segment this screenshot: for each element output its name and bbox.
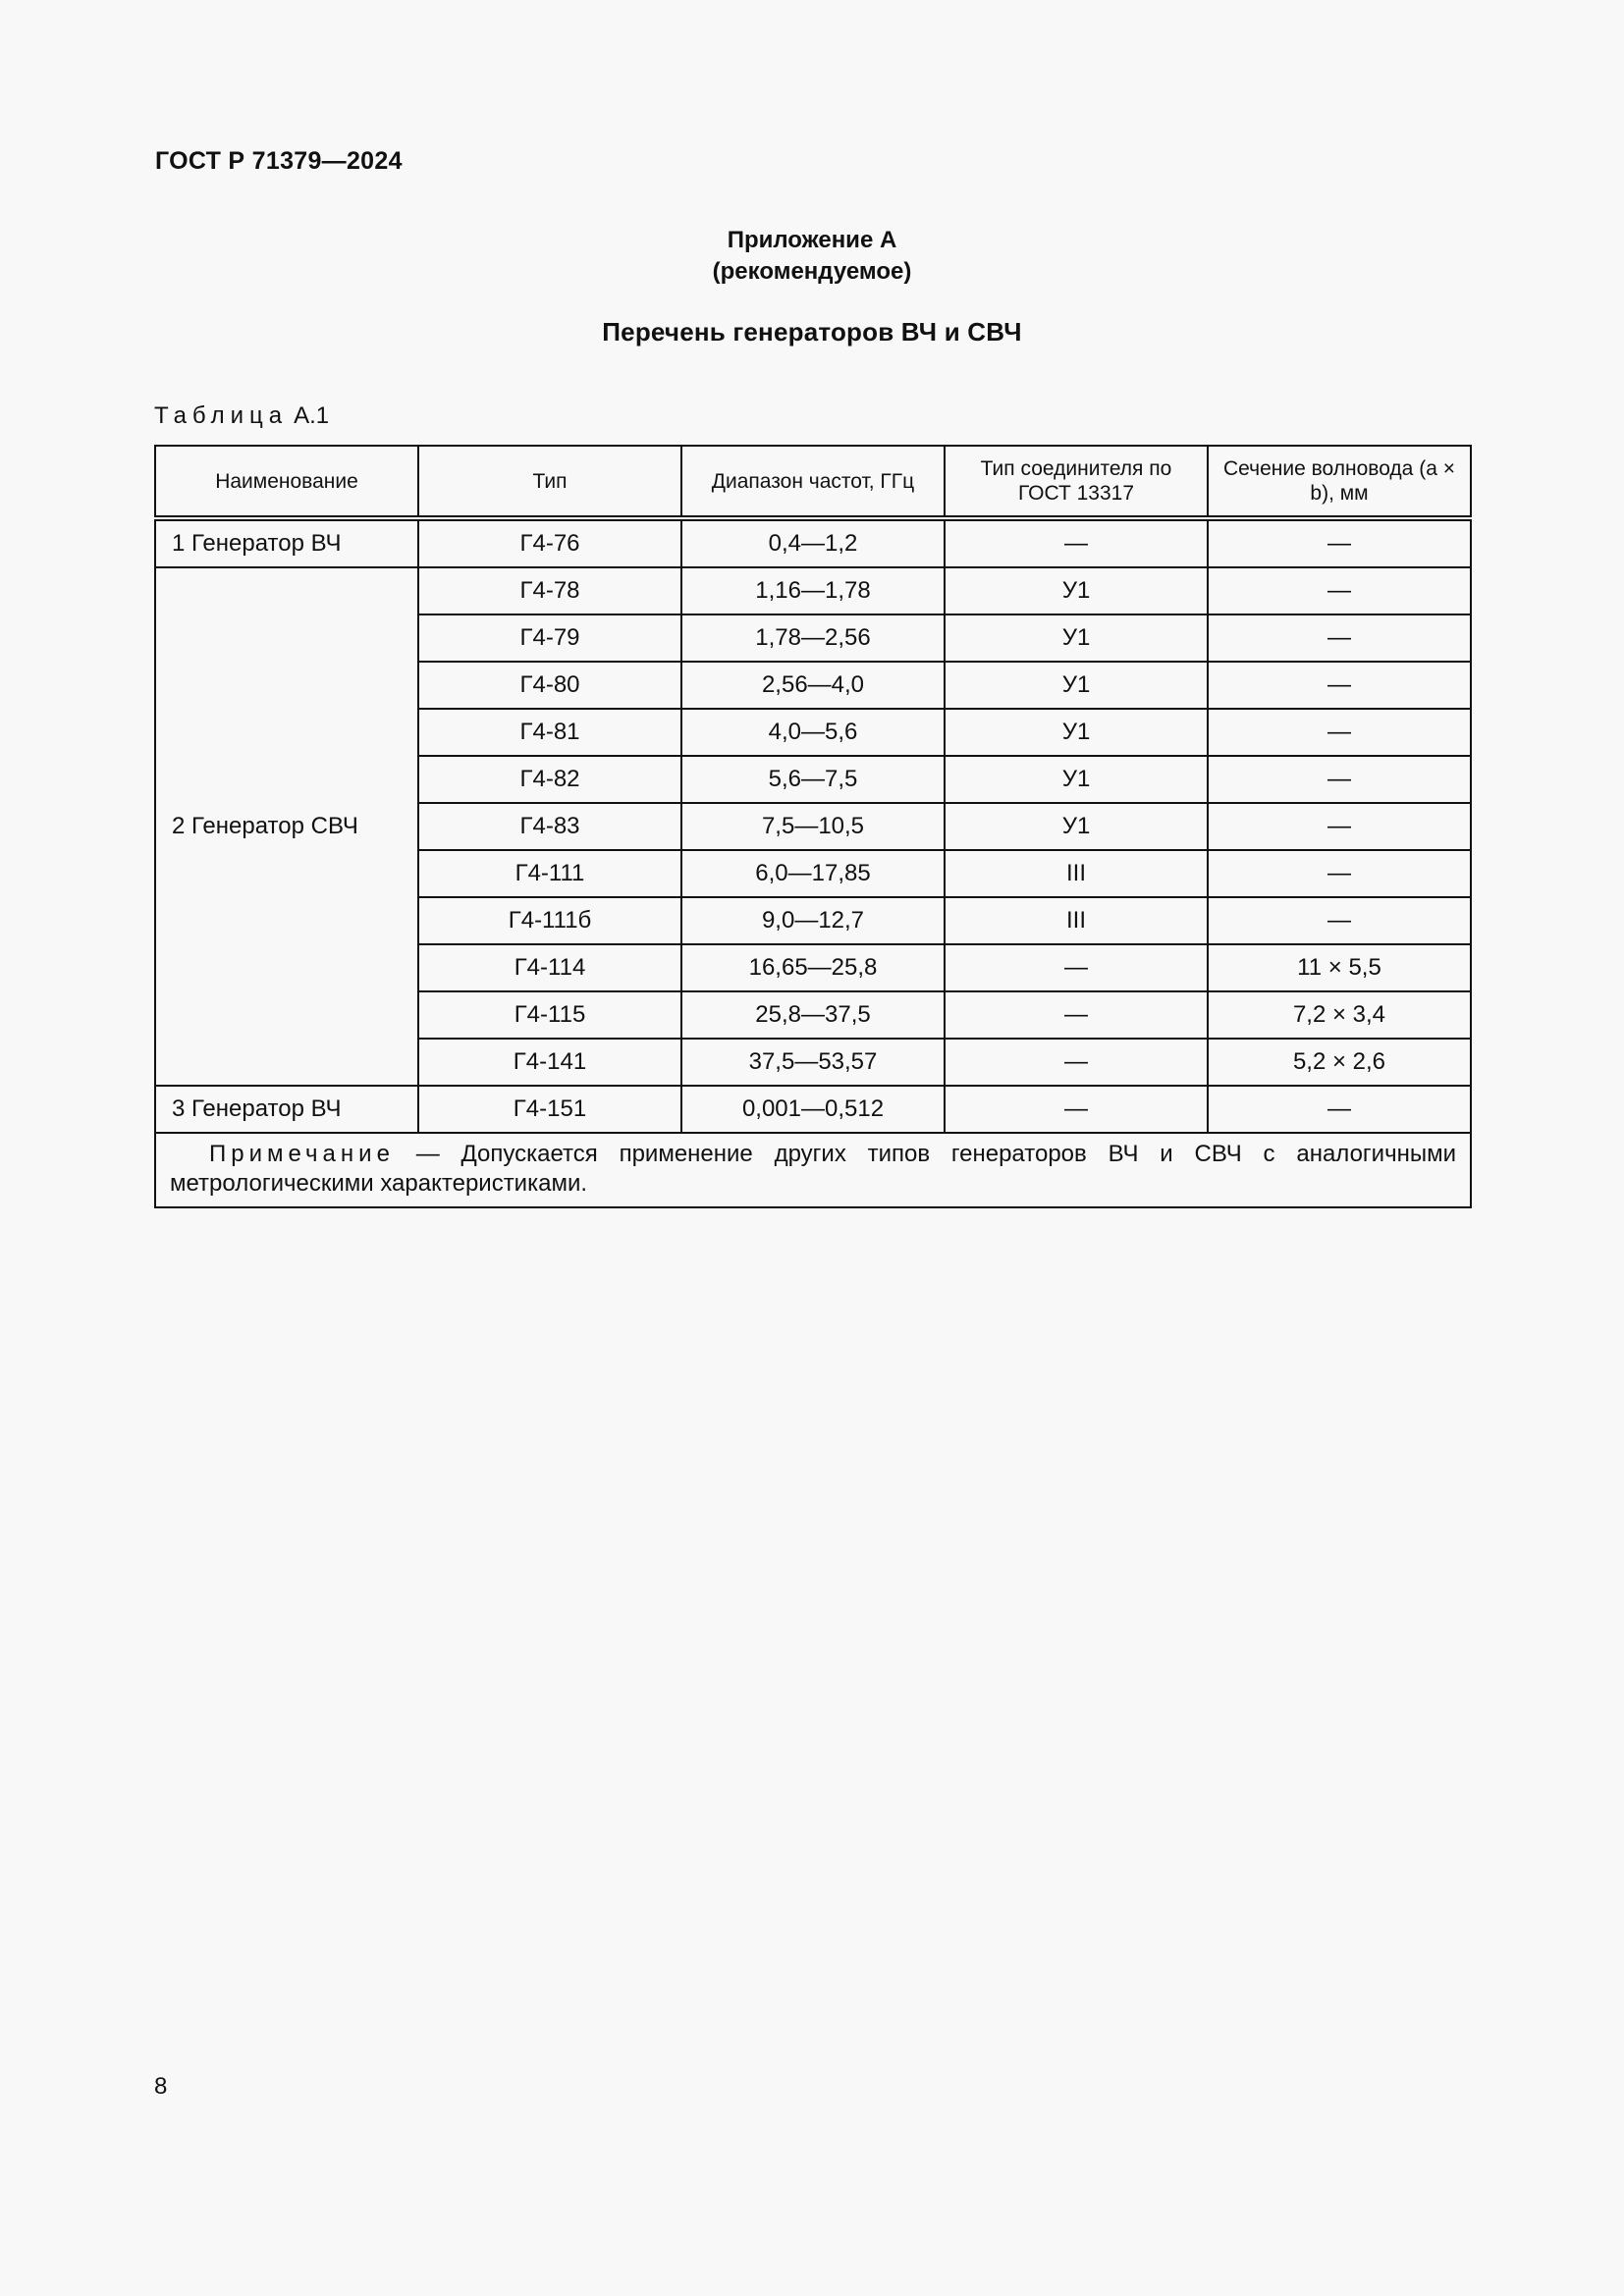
- cell-type: Г4-79: [418, 614, 681, 662]
- table-caption: [154, 402, 329, 430]
- cell-frequency-range: 37,5—53,57: [681, 1039, 945, 1086]
- cell-waveguide: —: [1208, 897, 1471, 944]
- cell-group-name: 2 Генератор СВЧ: [155, 567, 418, 1086]
- cell-waveguide: —: [1208, 803, 1471, 850]
- cell-frequency-range: 16,65—25,8: [681, 944, 945, 991]
- cell-type: Г4-82: [418, 756, 681, 803]
- appendix-subtitle: (рекомендуемое): [712, 258, 912, 285]
- cell-type: Г4-114: [418, 944, 681, 991]
- cell-waveguide: —: [1208, 1086, 1471, 1133]
- note-label: Примечание: [209, 1141, 395, 1167]
- cell-waveguide: —: [1208, 518, 1471, 567]
- header-name: Наименование: [155, 446, 418, 518]
- cell-waveguide: —: [1208, 567, 1471, 614]
- cell-connector: —: [945, 1039, 1208, 1086]
- cell-frequency-range: 0,001—0,512: [681, 1086, 945, 1133]
- cell-type: Г4-111б: [418, 897, 681, 944]
- cell-waveguide: 11 × 5,5: [1208, 944, 1471, 991]
- cell-frequency-range: 9,0—12,7: [681, 897, 945, 944]
- cell-waveguide: —: [1208, 662, 1471, 709]
- header-type: Тип: [418, 446, 681, 518]
- table-caption-label: Таблица: [154, 402, 289, 429]
- cell-frequency-range: 7,5—10,5: [681, 803, 945, 850]
- cell-connector: —: [945, 991, 1208, 1039]
- cell-frequency-range: 1,16—1,78: [681, 567, 945, 614]
- table-body: [155, 518, 1471, 1207]
- table-note-row: [155, 1133, 1471, 1207]
- cell-frequency-range: 0,4—1,2: [681, 518, 945, 567]
- cell-frequency-range: 4,0—5,6: [681, 709, 945, 756]
- cell-waveguide: —: [1208, 709, 1471, 756]
- cell-connector: —: [945, 1086, 1208, 1133]
- cell-connector: III: [945, 897, 1208, 944]
- page-number: 8: [154, 2073, 168, 2100]
- cell-waveguide: 5,2 × 2,6: [1208, 1039, 1471, 1086]
- table-header-row: [155, 446, 1471, 518]
- cell-waveguide: —: [1208, 614, 1471, 662]
- cell-connector: III: [945, 850, 1208, 897]
- cell-frequency-range: 5,6—7,5: [681, 756, 945, 803]
- table-row: [155, 518, 1471, 567]
- cell-type: Г4-115: [418, 991, 681, 1039]
- table-caption-number: А.1: [294, 402, 330, 429]
- cell-type: Г4-80: [418, 662, 681, 709]
- cell-frequency-range: 1,78—2,56: [681, 614, 945, 662]
- cell-type: Г4-111: [418, 850, 681, 897]
- cell-type: Г4-141: [418, 1039, 681, 1086]
- appendix-heading: [0, 225, 1624, 288]
- cell-connector: У1: [945, 756, 1208, 803]
- header-connector-type: Тип соединителя по ГОСТ 13317: [945, 446, 1208, 518]
- note-text: — Допускается применение других типов генераторов ВЧ и СВЧ с аналогичными метрологическими характеристиками.: [170, 1141, 1456, 1197]
- cell-connector: —: [945, 518, 1208, 567]
- generators-table: [154, 445, 1472, 1208]
- cell-connector: У1: [945, 803, 1208, 850]
- cell-group-name: 3 Генератор ВЧ: [155, 1086, 418, 1133]
- cell-type: Г4-78: [418, 567, 681, 614]
- cell-type: Г4-81: [418, 709, 681, 756]
- header-waveguide-section: Сечение волновода (a × b), мм: [1208, 446, 1471, 518]
- cell-type: Г4-76: [418, 518, 681, 567]
- cell-connector: У1: [945, 662, 1208, 709]
- table-row: [155, 567, 1471, 614]
- cell-connector: У1: [945, 614, 1208, 662]
- cell-connector: —: [945, 944, 1208, 991]
- cell-type: Г4-83: [418, 803, 681, 850]
- section-title: Перечень генераторов ВЧ и СВЧ: [602, 317, 1022, 347]
- cell-frequency-range: 25,8—37,5: [681, 991, 945, 1039]
- cell-connector: У1: [945, 709, 1208, 756]
- cell-group-name: 1 Генератор ВЧ: [155, 518, 418, 567]
- appendix-title: Приложение А: [727, 227, 897, 253]
- cell-type: Г4-151: [418, 1086, 681, 1133]
- cell-connector: У1: [945, 567, 1208, 614]
- header-frequency-range: Диапазон частот, ГГц: [681, 446, 945, 518]
- cell-waveguide: 7,2 × 3,4: [1208, 991, 1471, 1039]
- table-row: [155, 1086, 1471, 1133]
- cell-frequency-range: 2,56—4,0: [681, 662, 945, 709]
- document-code: ГОСТ Р 71379—2024: [155, 147, 403, 175]
- cell-waveguide: —: [1208, 756, 1471, 803]
- cell-frequency-range: 6,0—17,85: [681, 850, 945, 897]
- table-note: [155, 1133, 1471, 1207]
- cell-waveguide: —: [1208, 850, 1471, 897]
